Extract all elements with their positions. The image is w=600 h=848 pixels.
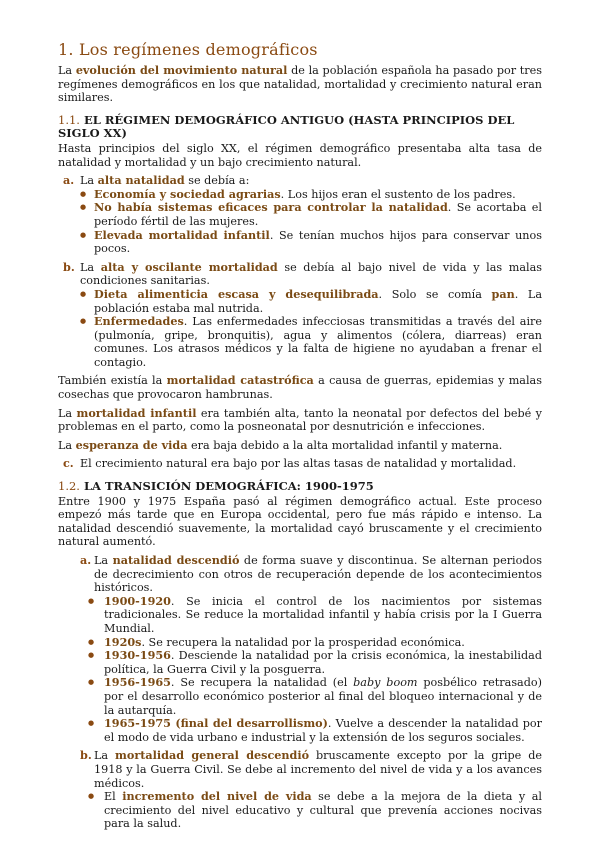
s1-paragraph-infantil: La mortalidad infantil era también alta, tanto la neonatal por defectos del bebé y problemas en el parto, como la posneonatal por desnutrición e infecciones.	[58, 405, 543, 434]
s2-item-b: b. La mortalidad general descendió bruscamente excepto por la gripe de 1918 y la Guerra Civil. Se debe al incremento del nivel de vida y a los avances médicos.	[80, 748, 543, 790]
s2-intro: Entre 1900 y 1975 España pasó al régimen demográfico actual. Este proceso empezó más tarde que en Europa occidental, pero fue más rápido e intenso. La natalidad descendió suavemente, la mortalidad cayó bruscamente y el crecimiento natural aumentó.	[58, 494, 542, 549]
list-item: ● No había sistemas eficaces para controlar la natalidad. Se acortaba el período fértil de las mujeres.	[58, 201, 542, 228]
s1-item-a: a. La alta natalidad se debía a:	[63, 173, 250, 188]
intro-paragraph: La evolución del movimiento natural de la población española ha pasado por tres regímenes demográficos en los que natalidad, mortalidad y crecimiento natural eran similares.	[58, 63, 543, 105]
list-item: ● Economía y sociedad agrarias. Los hijos eran el sustento de los padres.	[58, 188, 542, 202]
list-item: ● 1956-1965. Se recupera la natalidad (el baby boom posbélico retrasado) por el desarrollo económico posterior al final del bloqueo internacional y de la autarquía.	[58, 676, 542, 717]
list-item: ● El incremento del nivel de vida se debe a la mejora de la dieta y al crecimiento del nivel educativo y cultural que prevenía acciones nocivas para la salud.	[58, 790, 542, 831]
list-item: ● Elevada mortalidad infantil. Se tenían muchos hijos para conservar unos pocos.	[58, 229, 542, 256]
s1-intro: Hasta principios del siglo XX, el régimen demográfico presentaba alta tasa de natalidad y mortalidad y un bajo crecimiento natural.	[58, 141, 542, 169]
s1-b-bullets	[58, 288, 542, 370]
s1-a-bullets	[58, 188, 542, 256]
s2-b-bullets	[58, 790, 542, 831]
s1-item-b: b. La alta y oscilante mortalidad se debía al bajo nivel de vida y las malas condiciones sanitarias.	[63, 259, 543, 288]
list-item: ● 1900-1920. Se inicia el control de los nacimientos por sistemas tradicionales. Se reduce la mortalidad infantil y había crisis por la I Guerra Mundial.	[58, 595, 542, 636]
subsection-heading-2: 1.2. LA TRANSICIÓN DEMOGRÁFICA: 1900-1975	[58, 479, 374, 494]
s1-paragraph-catastrofica: También existía la mortalidad catastrófica a causa de guerras, epidemias y malas cosechas que provocaron hambrunas.	[58, 373, 542, 402]
section-title: 1. Los regímenes demográficos	[58, 40, 318, 59]
s2-a-bullets	[58, 595, 542, 745]
s2-item-a: a. La natalidad descendió de forma suave y discontinua. Se alternan periodos de decrecimiento con otros de recuperación depende de los acontecimientos históricos.	[80, 553, 543, 595]
s1-paragraph-esperanza: La esperanza de vida era baja debido a la alta mortalidad infantil y materna.	[58, 437, 503, 452]
s1-item-c: c. El crecimiento natural era bajo por las altas tasas de natalidad y mortalidad.	[63, 456, 517, 471]
list-item: ● 1920s. Se recupera la natalidad por la prosperidad económica.	[58, 636, 542, 650]
list-item: ● 1965-1975 (final del desarrollismo). Vuelve a descender la natalidad por el modo de vida urbano e industrial y la extensión de los seguros sociales.	[58, 717, 542, 744]
keyword: evolución del movimiento natural	[75, 63, 288, 77]
list-item: ● Enfermedades. Las enfermedades infecciosas transmitidas a través del aire (pulmonía, gripe, bronquitis), agua y alimentos (cólera, diarreas) eran comunes. Los atrasos médicos y la falta de higiene no ayudaban a frenar el contagio.	[58, 315, 542, 369]
list-item: ● 1930-1956. Desciende la natalidad por la crisis económica, la inestabilidad política, la Guerra Civil y la posguerra.	[58, 649, 542, 676]
subsection-heading-1: 1.1. EL RÉGIMEN DEMOGRÁFICO ANTIGUO (HASTA PRINCIPIOS DEL SIGLO XX)	[58, 112, 515, 141]
list-item: ● Dieta alimenticia escasa y desequilibrada. Solo se comía pan. La población estaba mal nutrida.	[58, 288, 542, 315]
